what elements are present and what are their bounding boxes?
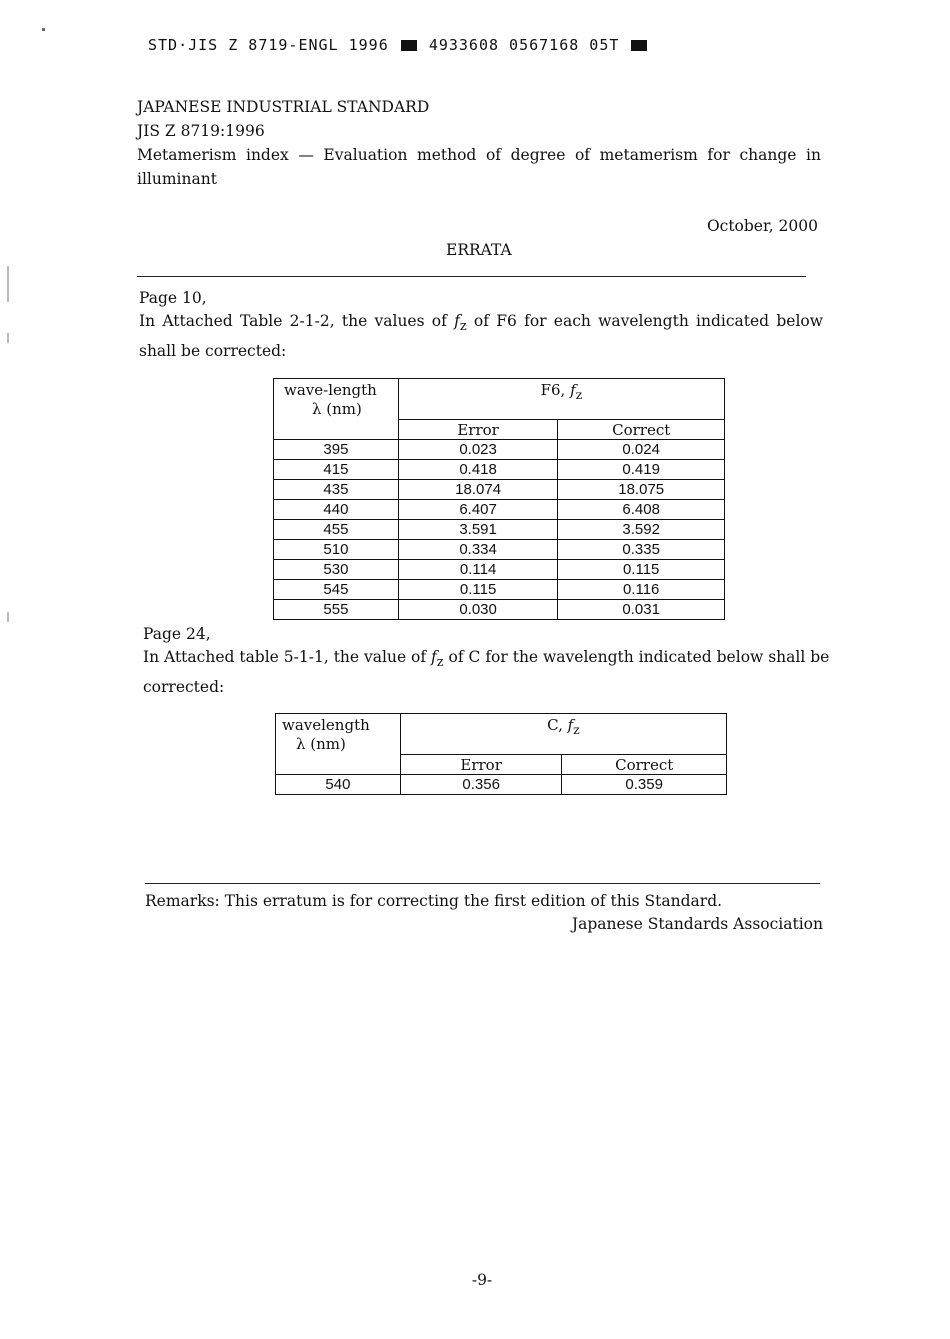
correct-column-header: Correct (558, 420, 725, 440)
wavelength-cell: 540 (276, 775, 401, 795)
correct-value-cell: 0.024 (558, 440, 725, 460)
wavelength-header-2-unit: λ (nm) (296, 735, 346, 753)
scan-mark (7, 333, 9, 343)
table-row (274, 600, 725, 620)
correct-value-cell: 0.419 (558, 460, 725, 480)
f6-group-prefix: F6, (540, 381, 571, 399)
correction-1-page: Page 10, (139, 289, 207, 307)
c-group-symbol: f (567, 716, 574, 734)
table-row (274, 560, 725, 580)
errata-table-c (275, 713, 727, 795)
stamp-number: 4933608 0567168 05T (428, 36, 620, 54)
wavelength-cell: 545 (274, 580, 399, 600)
correct-value-cell: 18.075 (558, 480, 725, 500)
wavelength-header-label: wave-length (284, 381, 377, 399)
error-value-cell: 18.074 (398, 480, 558, 500)
wavelength-header-2-label: wavelength (282, 716, 370, 734)
scan-mark (7, 612, 9, 622)
correct-value-cell: 3.592 (558, 520, 725, 540)
page-number: -9- (471, 1271, 493, 1289)
correction-2-text (143, 645, 831, 699)
correct-value-cell: 0.335 (558, 540, 725, 560)
stamp-block-mark (401, 40, 417, 51)
correct-value-cell: 0.031 (558, 600, 725, 620)
table-row (274, 460, 725, 480)
wavelength-cell: 530 (274, 560, 399, 580)
correction-2-page: Page 24, (143, 625, 211, 643)
correction-2-text-after: of C for the wavelength indicated below shall be corrected: (143, 648, 830, 697)
errata-date: October, 2000 (706, 217, 818, 235)
stamp-block-mark-end (631, 40, 647, 51)
c-group-header (400, 714, 726, 755)
error-value-cell: 0.356 (400, 775, 562, 795)
wavelength-cell: 395 (274, 440, 399, 460)
standard-heading: JAPANESE INDUSTRIAL STANDARD (137, 98, 430, 116)
table-row (276, 775, 727, 795)
errata-heading: ERRATA (446, 241, 512, 259)
table-row (274, 500, 725, 520)
f6-group-symbol: f (570, 381, 576, 399)
scan-mark (42, 28, 45, 31)
stamp-code: STD·JIS Z 8719-ENGL 1996 (148, 36, 389, 54)
wavelength-header (274, 379, 399, 440)
f6-group-header (398, 379, 724, 420)
table-row (274, 440, 725, 460)
correction-1-symbol-sub: z (459, 319, 467, 335)
wavelength-cell: 555 (274, 600, 399, 620)
standard-title: Metamerism index — Evaluation method of degree of metamerism for change in illuminant (137, 146, 821, 188)
table-row (274, 480, 725, 500)
c-group-prefix: C, (547, 716, 568, 734)
wavelength-cell: 440 (274, 500, 399, 520)
error-value-cell: 0.334 (398, 540, 558, 560)
wavelength-header-unit: λ (nm) (312, 400, 362, 418)
publisher-name: Japanese Standards Association (571, 915, 823, 933)
correct-value-cell: 0.116 (558, 580, 725, 600)
c-group-sub: z (573, 722, 580, 737)
correct-value-cell: 0.115 (558, 560, 725, 580)
title-divider (137, 276, 806, 277)
correction-2-symbol-sub: z (436, 655, 444, 671)
wavelength-cell: 510 (274, 540, 399, 560)
wavelength-cell: 415 (274, 460, 399, 480)
document-stamp (148, 36, 649, 54)
error-value-cell: 0.023 (398, 440, 558, 460)
wavelength-cell: 435 (274, 480, 399, 500)
error-value-cell: 6.407 (398, 500, 558, 520)
correct-column-header-2: Correct (562, 755, 727, 775)
remarks-divider (145, 883, 820, 884)
wavelength-cell: 455 (274, 520, 399, 540)
correction-1-symbol: f (454, 312, 460, 330)
correction-1-text-after: of F6 for each wavelength indicated below shall be corrected: (139, 312, 823, 361)
error-value-cell: 0.418 (398, 460, 558, 480)
error-column-header: Error (398, 420, 558, 440)
wavelength-header-2 (276, 714, 401, 775)
standard-code: JIS Z 8719:1996 (137, 122, 265, 140)
scan-mark (7, 266, 9, 302)
correct-value-cell: 6.408 (558, 500, 725, 520)
correction-1-text (139, 309, 823, 363)
table-row (274, 580, 725, 600)
table-row (274, 540, 725, 560)
table-row (274, 520, 725, 540)
error-column-header-2: Error (400, 755, 562, 775)
errata-table-f6 (273, 378, 725, 620)
correct-value-cell: 0.359 (562, 775, 727, 795)
error-value-cell: 3.591 (398, 520, 558, 540)
correction-2-text-before: In Attached table 5-1-1, the value of (143, 648, 432, 666)
correction-1-text-before: In Attached Table 2-1-2, the values of (139, 312, 455, 330)
error-value-cell: 0.114 (398, 560, 558, 580)
error-value-cell: 0.115 (398, 580, 558, 600)
correction-2-symbol: f (431, 648, 437, 666)
f6-group-sub: z (575, 387, 583, 402)
remarks-text: Remarks: This erratum is for correcting the first edition of this Standard. (145, 892, 723, 910)
error-value-cell: 0.030 (398, 600, 558, 620)
